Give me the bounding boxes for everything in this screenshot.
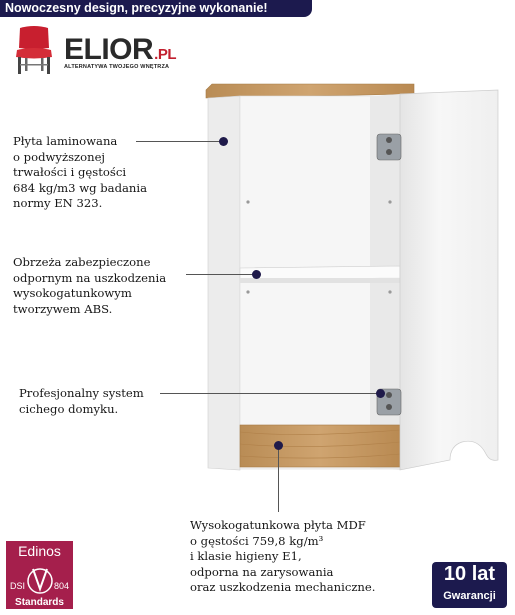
- feature-abs-edges-marker: [252, 270, 261, 279]
- brand-name: ELIOR: [64, 33, 154, 66]
- brand-tagline: ALTERNATYWA TWOJEGO WNĘTRZA: [64, 64, 170, 70]
- warranty-label: Gwarancji: [443, 590, 496, 602]
- feature-abs-edges-line: [186, 274, 254, 275]
- edinos-name: Edinos: [18, 543, 61, 559]
- brand-suffix: .PL: [154, 46, 177, 63]
- check-seal-icon: [25, 561, 55, 595]
- edinos-standards-badge: [6, 541, 73, 609]
- edinos-standards: Standards: [15, 597, 64, 608]
- warranty-badge: [432, 562, 507, 608]
- feature-soft-close-text: Profesjonalny system cichego domyku.: [19, 386, 144, 416]
- banner-text: Nowoczesny design, precyzyjne wykonanie!: [5, 1, 268, 15]
- feature-mdf-marker: [274, 441, 283, 450]
- feature-laminate-text: Płyta laminowana o podwyższonej trwałości i gęstości 684 kg/m3 wg badania normy EN 323.: [13, 134, 148, 211]
- chair-icon: [8, 24, 60, 76]
- top-banner: [0, 0, 312, 17]
- feature-laminate-line: [136, 141, 222, 142]
- feature-soft-close-marker: [376, 389, 385, 398]
- brand-logo: [64, 35, 176, 65]
- feature-mdf-line: [278, 450, 279, 512]
- feature-soft-close-line: [160, 393, 378, 394]
- hinge-top-icon: [377, 134, 401, 160]
- feature-abs-edges-text: Obrzeża zabezpieczone odpornym na uszkodzenia wysokogatunkowym tworzywem ABS.: [13, 255, 167, 316]
- edinos-dsi: DSI: [10, 581, 26, 591]
- warranty-years: 10 lat: [443, 563, 496, 585]
- feature-laminate-marker: [219, 137, 228, 146]
- edinos-number: 804: [53, 581, 69, 591]
- feature-mdf-text: Wysokogatunkowa płyta MDF o gęstości 759,8 kg/m³ i klasie higieny E1, odporna na zarysowania oraz uszkodzenia mechaniczne.: [190, 518, 376, 595]
- cabinet-illustration: [200, 82, 510, 477]
